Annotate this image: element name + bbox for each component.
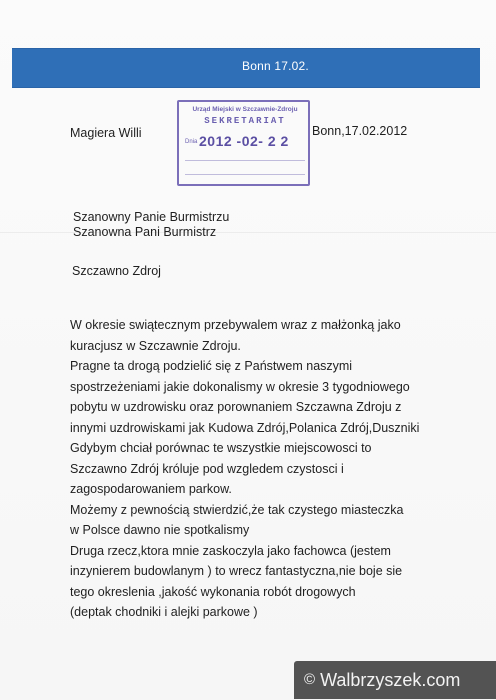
stamp-date: 2012 -02- 2 2: [199, 133, 289, 149]
body-line: kuracjusz w Szczawnie Zdroju.: [70, 338, 241, 353]
stamp-line: [185, 174, 305, 175]
stamp-line: [185, 160, 305, 161]
body-line: W okresie swiątecznym przebywalem wraz z małżonką jako: [70, 318, 401, 332]
body-line: (deptak chodniki i alejki parkowe ): [70, 605, 258, 619]
salutation-line: Szanowna Pani Burmistrz: [73, 225, 217, 239]
stamp-department: SEKRETARIAT: [204, 116, 286, 126]
recipient-place: Szczawno Zdroj: [72, 264, 161, 278]
body-line: Druga rzecz,ktora mnie zaskoczyla jako fachowca (jestem: [70, 543, 391, 558]
body-line: tego okreslenia ,jakość wykonania robót drogowych: [70, 584, 356, 599]
sender-name: Magiera Willi: [70, 126, 142, 140]
letter-body: [70, 315, 476, 623]
body-line: pobytu w uzdrowisku oraz porownaniem Szczawna Zdroju z: [70, 400, 402, 414]
body-line: Pragne ta drogą podzielić się z Państwem naszymi: [70, 359, 353, 373]
body-line: zagospodarowaniem parkow.: [70, 482, 232, 496]
stamp-office: Urząd Miejski w Szczawnie-Zdroju: [192, 106, 298, 113]
body-line: innymi uzdrowiskami jak Kudowa Zdrój,Polanica Zdrój,Duszniki: [70, 420, 420, 435]
body-line: w Polsce dawno nie spotkalismy: [70, 523, 250, 537]
body-line: Możemy z pewnością stwierdzić,że tak czystego miasteczka: [70, 502, 404, 517]
body-line: Szczawno Zdrój króluje pod wzgledem czystosci i: [70, 461, 344, 476]
body-line: inzynierem budowlanym ) to wrecz fantastyczna,nie boje sie: [70, 564, 403, 578]
watermark-text: Walbrzyszek.com: [320, 670, 461, 690]
salutation-line: Szanowny Panie Burmistrzu: [73, 210, 230, 224]
header-band: [12, 48, 480, 88]
stamp-date-label: Dnia: [185, 139, 198, 145]
header-band-text: Bonn 17.02.: [242, 59, 309, 73]
body-line: spostrzeżeniami jakie dokonalismy w okresie 3 tygodniowego: [70, 379, 410, 394]
body-line: Gdybym chciał porównac te wszystkie miejscowosci to: [70, 441, 372, 455]
place-date: Bonn,17.02.2012: [312, 124, 408, 138]
salutation: [73, 210, 229, 240]
site-watermark: [294, 661, 496, 699]
copyright-icon: ©: [304, 671, 316, 688]
registry-stamp: [177, 100, 310, 186]
